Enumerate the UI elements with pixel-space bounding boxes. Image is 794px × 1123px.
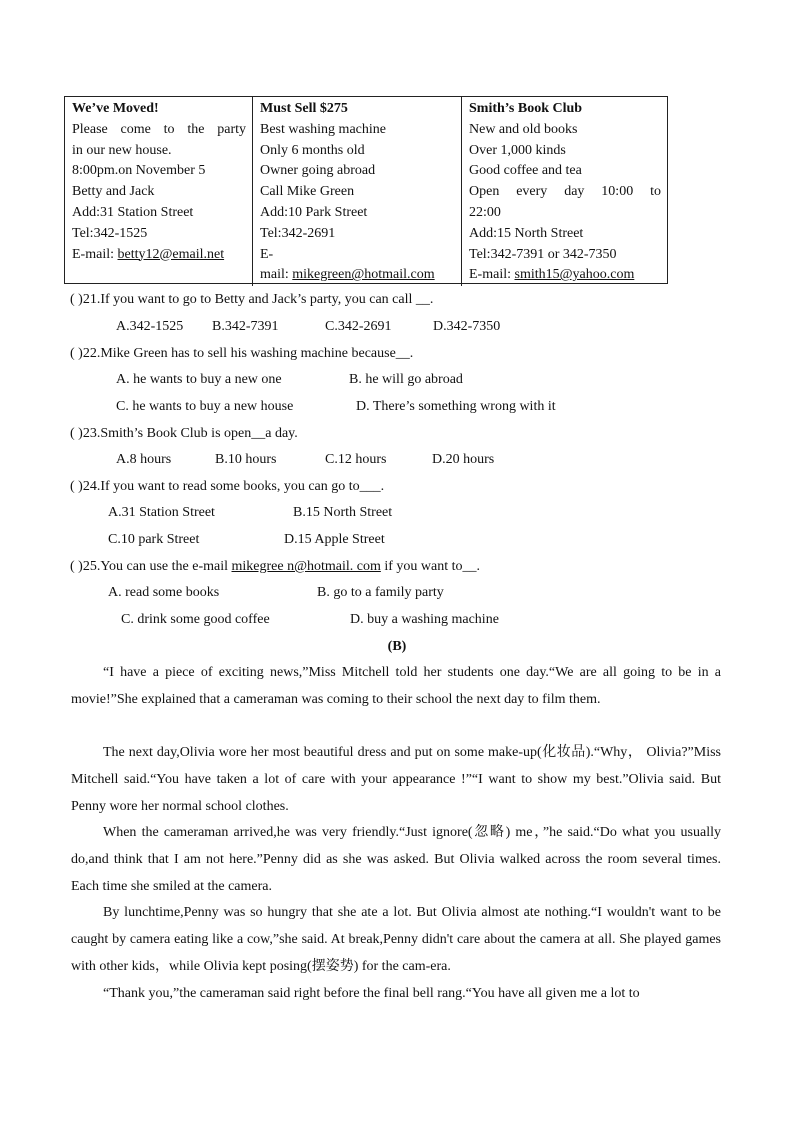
question-25 — [70, 559, 480, 575]
ad-email-line — [72, 245, 246, 266]
ad-line: Add:15 North Street — [469, 225, 584, 241]
question-25-email-link[interactable]: mikegree n@hotmail. com — [231, 559, 381, 574]
option-24c[interactable]: C.10 park Street — [108, 532, 200, 547]
question-22: ( )22.Mike Green has to sell his washing machine because__. — [70, 346, 414, 361]
email-link[interactable]: betty12@email.net — [117, 246, 225, 262]
email-link[interactable]: mikegreen@hotmail.com — [292, 267, 435, 283]
question-25-stem-end: if you want to__. — [380, 559, 481, 574]
ad-moved — [65, 97, 253, 286]
email-label: E-mail: — [469, 267, 515, 283]
ad-line: Tel:342-2691 — [260, 225, 336, 241]
section-heading: (B) — [387, 639, 407, 654]
ad-line: Add:31 Station Street — [72, 204, 194, 220]
ad-line: Best washing machine — [260, 121, 386, 137]
paragraph-text: When the cameraman arrived,he was very friendly.“Just ignore(忽略) me，”he said.“Do what you usually do,and think that I am not here.”Penny did as she was asked. But Olivia walked across the room several times. Each time she smiled at the camera. — [71, 825, 721, 894]
option-22c[interactable]: C. he wants to buy a new house — [116, 399, 294, 414]
question-25-stem-start: ( )25.You can use the e-mail — [70, 559, 232, 574]
option-23b[interactable]: B.10 hours — [215, 452, 277, 467]
option-24b[interactable]: B.15 North Street — [293, 505, 393, 520]
ad-line: E- — [260, 246, 274, 262]
option-24a[interactable]: A.31 Station Street — [108, 505, 215, 520]
option-23d[interactable]: D.20 hours — [432, 452, 495, 467]
ad-line: Tel:342-1525 — [72, 225, 148, 241]
paragraph-text: The next day,Olivia wore her most beautiful dress and put on some make-up(化妆品).“Why， Olivia?”Miss Mitchell said.“You have taken a lot of care with your appearance !”“I want to show my best.”Olivia said. But Penny wore her normal school clothes. — [71, 745, 721, 814]
ad-email-line — [469, 265, 661, 286]
option-21b[interactable]: B.342-7391 — [212, 319, 279, 334]
ad-line: Betty and Jack — [72, 184, 155, 200]
option-22d[interactable]: D. There’s something wrong with it — [356, 399, 556, 414]
option-23a[interactable]: A.8 hours — [116, 452, 172, 467]
ad-line: New and old books — [469, 121, 578, 137]
option-25b[interactable]: B. go to a family party — [317, 585, 444, 600]
paragraph-text: “Thank you,”the cameraman said right before the final bell rang.“You have all given me a lot to — [103, 986, 640, 1001]
option-21a[interactable]: A.342-1525 — [116, 319, 184, 334]
ad-line: Over 1,000 kinds — [469, 142, 566, 158]
email-label: E-mail: — [72, 246, 118, 262]
option-21c[interactable]: C.342-2691 — [325, 319, 392, 334]
ad-title: Must Sell $275 — [260, 101, 348, 116]
option-25a[interactable]: A. read some books — [108, 585, 220, 600]
ad-book-club — [462, 97, 667, 286]
question-23: ( )23.Smith’s Book Club is open__a day. — [70, 426, 298, 441]
ad-title: Smith’s Book Club — [469, 101, 583, 116]
ad-title: We’ve Moved! — [72, 101, 159, 116]
email-link[interactable]: smith15@yahoo.com — [514, 267, 635, 283]
option-25d[interactable]: D. buy a washing machine — [350, 612, 499, 627]
ad-line: Add:10 Park Street — [260, 204, 368, 220]
ad-line: Good coffee and tea — [469, 163, 582, 179]
option-22b[interactable]: B. he will go abroad — [349, 372, 463, 387]
ad-line: Call Mike Green — [260, 184, 355, 200]
ad-must-sell — [253, 97, 462, 286]
passage-paragraph-2 — [71, 740, 721, 820]
ad-line: Only 6 months old — [260, 142, 365, 158]
ads-table — [64, 96, 668, 284]
ad-line: Please come to the party — [72, 121, 246, 137]
ad-line: 22:00 — [469, 204, 501, 220]
passage-paragraph-1 — [71, 660, 721, 714]
question-24: ( )24.If you want to read some books, you can go to___. — [70, 479, 385, 494]
ad-line: Owner going abroad — [260, 163, 376, 179]
ad-line: Open every day 10:00 to — [469, 184, 661, 200]
ad-line: in our new house. — [72, 142, 172, 158]
passage-paragraph-3 — [71, 820, 721, 900]
passage-paragraph-5 — [71, 981, 721, 1008]
paragraph-text: By lunchtime,Penny was so hungry that she ate a lot. But Olivia almost ate nothing.“I wouldn't want to be caught by camera eating like a cow,”she said. At break,Penny didn't care about the camera at all. She played games with other kids，while Olivia kept posing(摆姿势) for the cam-era. — [71, 905, 721, 974]
passage-paragraph-4 — [71, 900, 721, 980]
paragraph-text: “I have a piece of exciting news,”Miss Mitchell told her students one day.“We are all going to be in a movie!”She explained that a cameraman was coming to their school the next day to film them. — [71, 665, 721, 707]
option-22a[interactable]: A. he wants to buy a new one — [116, 372, 282, 387]
email-label: mail: — [260, 267, 293, 283]
ad-email-line — [260, 265, 455, 286]
option-21d[interactable]: D.342-7350 — [433, 319, 501, 334]
option-23c[interactable]: C.12 hours — [325, 452, 387, 467]
option-25c[interactable]: C. drink some good coffee — [121, 612, 270, 627]
question-21: ( )21.If you want to go to Betty and Jack’s party, you can call __. — [70, 292, 434, 307]
option-24d[interactable]: D.15 Apple Street — [284, 532, 385, 547]
ad-line: 8:00pm.on November 5 — [72, 163, 206, 179]
ad-line: Tel:342-7391 or 342-7350 — [469, 246, 617, 262]
